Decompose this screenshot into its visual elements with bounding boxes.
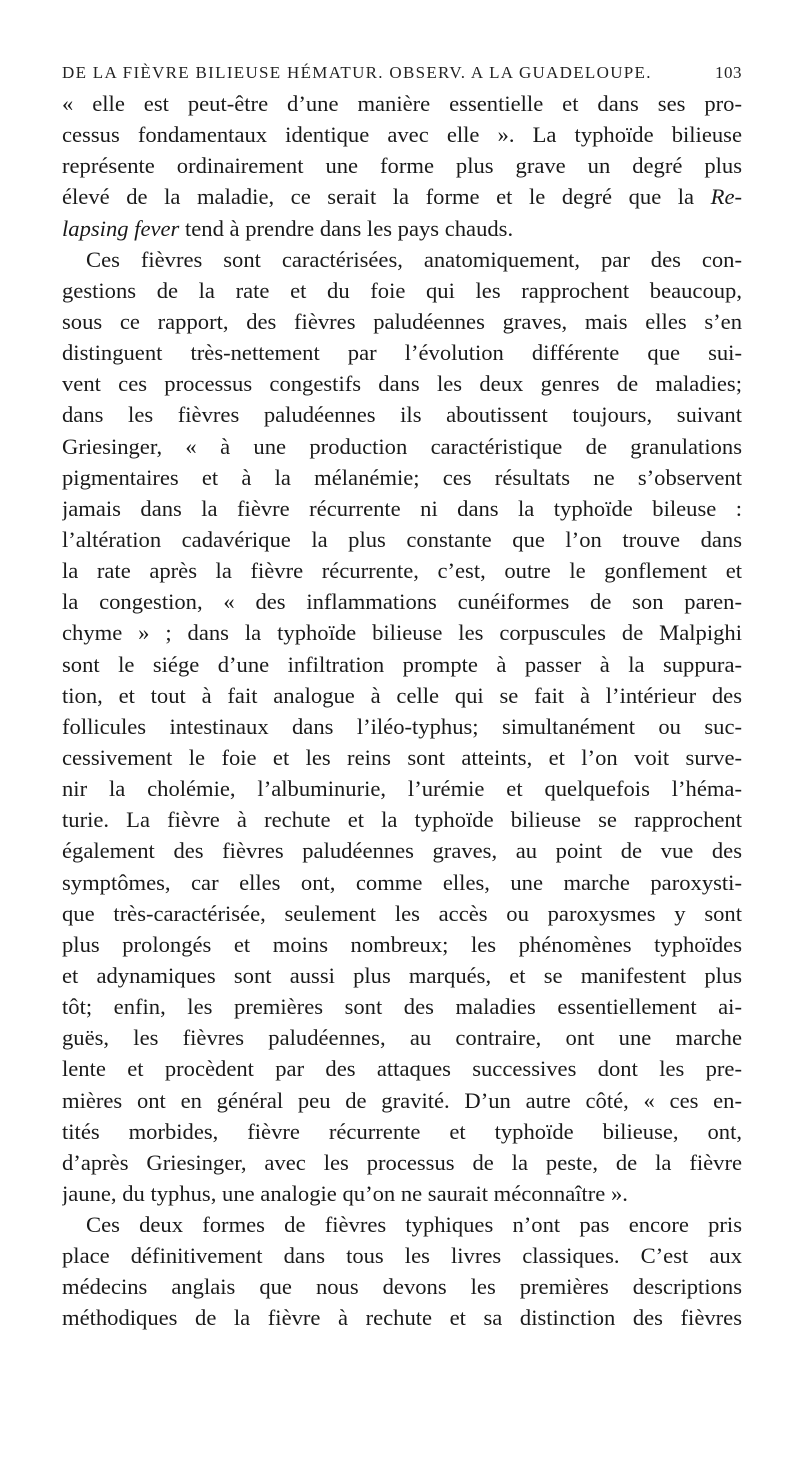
line-text: méthodiques de la fièvre à rechute et sa distinction des fièvres [62, 1305, 742, 1331]
text-line [62, 773, 742, 804]
text-line [62, 1085, 742, 1116]
text-line [62, 399, 742, 430]
text-line [62, 991, 742, 1022]
line-text: sont le siége d’une infiltration prompte à passer à la suppura- [62, 651, 742, 677]
text-line [62, 213, 742, 244]
line-text: tités morbides, fièvre récurrente et typhoïde bilieuse, ont, [62, 1118, 742, 1144]
text-line [62, 929, 742, 960]
text-line [62, 1302, 742, 1333]
line-text: jamais dans la fièvre récurrente ni dans la typhoïde bileuse : [62, 495, 742, 521]
line-text: plus prolongés et moins nombreux; les phénomènes typhoïdes [62, 931, 742, 957]
text-line [62, 493, 742, 524]
text-line [62, 835, 742, 866]
line-text: Ces fièvres sont caractérisées, anatomiquement, par des con- [86, 246, 742, 272]
line-text: symptômes, car elles ont, comme elles, une marche paroxysti- [62, 869, 742, 895]
line-text: que très-caractérisée, seulement les accès ou paroxysmes y sont [62, 900, 742, 926]
text-line [62, 867, 742, 898]
line-text: médecins anglais que nous devons les premières descriptions [62, 1274, 742, 1300]
line-text: lente et procèdent par des attaques successives dont les pre- [62, 1056, 742, 1082]
running-title: DE LA FIÈVRE BILIEUSE HÉMATUR. OBSERV. A LA GUADELOUPE. [62, 63, 652, 82]
text-line [62, 1116, 742, 1147]
line-text: tôt; enfin, les premières sont des maladies essentiellement ai- [62, 994, 742, 1020]
line-text: « elle est peut-être d’une manière essentielle et dans ses pro- [62, 91, 742, 116]
line-text: follicules intestinaux dans l’iléo-typhus; simultanément ou suc- [62, 713, 742, 739]
text-line [62, 1178, 742, 1209]
line-text: cessivement le foie et les reins sont atteints, et l’on voit surve- [62, 744, 742, 770]
text-line [62, 1271, 742, 1302]
text-line [62, 150, 742, 181]
text-line [62, 1147, 742, 1178]
italic-text: Re- [710, 184, 742, 210]
line-text: élevé de la maladie, ce serait la forme et le degré que la [62, 184, 711, 210]
text-line [62, 1240, 742, 1271]
line-text: jaune, du typhus, une analogie qu’on ne saurait méconnaître ». [62, 1180, 628, 1206]
text-line [62, 368, 742, 399]
text-line [62, 617, 742, 648]
text-line [62, 244, 742, 275]
line-text: représente ordinairement une forme plus grave un degré plus [62, 153, 742, 179]
text-line [62, 1022, 742, 1053]
text-line [62, 742, 742, 773]
line-text: nir la cholémie, l’albuminurie, l’urémie et quelquefois l’héma- [62, 776, 742, 802]
line-text: chyme » ; dans la typhoïde bilieuse les corpuscules de Malpighi [62, 620, 742, 646]
book-page [62, 58, 742, 1334]
text-line [62, 898, 742, 929]
text-line [62, 555, 742, 586]
line-text-continued: tend à prendre dans les pays chauds. [179, 215, 514, 241]
text-line [62, 680, 742, 711]
text-line [62, 181, 742, 212]
body-text [62, 88, 742, 1334]
line-text: la rate après la fièvre récurrente, c’est, outre le gonflement et [62, 558, 742, 584]
text-line [62, 804, 742, 835]
text-line [62, 462, 742, 493]
line-text: dans les fièvres paludéennes ils aboutissent toujours, suivant [62, 402, 742, 428]
text-line [62, 524, 742, 555]
page-number: 103 [715, 63, 742, 82]
line-text: Ces deux formes de fièvres typhiques n’ont pas encore pris [86, 1212, 742, 1238]
line-text: d’après Griesinger, avec les processus de la peste, de la fièvre [62, 1149, 742, 1175]
text-line [62, 88, 742, 119]
line-text: guës, les fièvres paludéennes, au contraire, ont une marche [62, 1025, 742, 1051]
text-line [62, 711, 742, 742]
line-text: gestions de la rate et du foie qui les rapprochent beaucoup, [62, 277, 742, 303]
line-text: distinguent très-nettement par l’évolution différente que sui- [62, 340, 742, 366]
text-line [62, 960, 742, 991]
text-line [62, 337, 742, 368]
line-text: mières ont en général peu de gravité. D’un autre côté, « ces en- [62, 1087, 742, 1113]
line-text: également des fièvres paludéennes graves, au point de vue des [62, 838, 742, 864]
line-text: l’altération cadavérique la plus constante que l’on trouve dans [62, 526, 742, 552]
line-text: place définitivement dans tous les livres classiques. C’est aux [62, 1243, 742, 1269]
running-head [62, 58, 742, 88]
line-text: et adynamiques sont aussi plus marqués, et se manifestent plus [62, 962, 742, 988]
text-line [62, 306, 742, 337]
text-line [62, 1209, 742, 1240]
line-text: sous ce rapport, des fièvres paludéennes graves, mais elles s’en [62, 308, 742, 334]
italic-text: lapsing fever [62, 215, 180, 241]
line-text: pigmentaires et à la mélanémie; ces résultats ne s’observent [62, 464, 742, 490]
line-text: vent ces processus congestifs dans les deux genres de maladies; [62, 371, 742, 397]
line-text: cessus fondamentaux identique avec elle ». La typhoïde bilieuse [62, 122, 742, 148]
text-line [62, 431, 742, 462]
text-line [62, 275, 742, 306]
line-text: turie. La fièvre à rechute et la typhoïde bilieuse se rapprochent [62, 807, 742, 833]
text-line [62, 649, 742, 680]
line-text: tion, et tout à fait analogue à celle qui se fait à l’intérieur des [62, 682, 742, 708]
text-line [62, 119, 742, 150]
text-line [62, 1053, 742, 1084]
text-line [62, 586, 742, 617]
line-text: la congestion, « des inflammations cunéiformes de son paren- [62, 589, 742, 615]
line-text: Griesinger, « à une production caractéristique de granulations [62, 433, 742, 459]
